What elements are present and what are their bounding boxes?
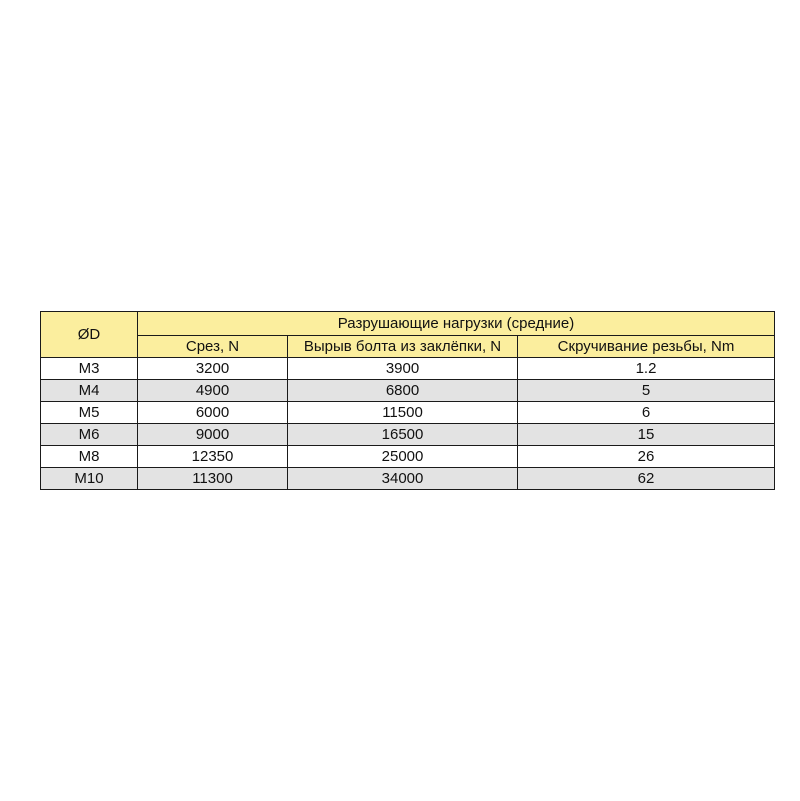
pullout-cell: 3900 xyxy=(288,358,518,380)
table-header xyxy=(41,312,775,358)
torque-cell: 6 xyxy=(518,402,775,424)
pullout-cell: 6800 xyxy=(288,380,518,402)
header-row-columns xyxy=(41,336,775,358)
torque-cell: 1.2 xyxy=(518,358,775,380)
torque-cell: 26 xyxy=(518,446,775,468)
breaking-load-table-container xyxy=(40,311,774,490)
size-cell: M5 xyxy=(41,402,138,424)
breaking-load-table xyxy=(40,311,775,490)
shear-cell: 4900 xyxy=(138,380,288,402)
table-row xyxy=(41,358,775,380)
torque-cell: 62 xyxy=(518,468,775,490)
diameter-header: ØD xyxy=(41,312,138,358)
torque-cell: 5 xyxy=(518,380,775,402)
torque-cell: 15 xyxy=(518,424,775,446)
shear-cell: 3200 xyxy=(138,358,288,380)
table-row xyxy=(41,424,775,446)
pullout-cell: 16500 xyxy=(288,424,518,446)
shear-cell: 6000 xyxy=(138,402,288,424)
shear-column-header: Срез, N xyxy=(138,336,288,358)
pullout-cell: 25000 xyxy=(288,446,518,468)
size-cell: M6 xyxy=(41,424,138,446)
size-cell: M8 xyxy=(41,446,138,468)
shear-cell: 12350 xyxy=(138,446,288,468)
table-row xyxy=(41,446,775,468)
shear-cell: 11300 xyxy=(138,468,288,490)
header-row-group xyxy=(41,312,775,336)
size-cell: M10 xyxy=(41,468,138,490)
size-cell: M3 xyxy=(41,358,138,380)
table-row xyxy=(41,380,775,402)
torque-column-header: Скручивание резьбы, Nm xyxy=(518,336,775,358)
breaking-loads-group-header: Разрушающие нагрузки (средние) xyxy=(138,312,775,336)
shear-cell: 9000 xyxy=(138,424,288,446)
size-cell: M4 xyxy=(41,380,138,402)
pullout-cell: 34000 xyxy=(288,468,518,490)
pullout-cell: 11500 xyxy=(288,402,518,424)
table-body xyxy=(41,358,775,490)
table-row xyxy=(41,468,775,490)
pullout-column-header: Вырыв болта из заклёпки, N xyxy=(288,336,518,358)
table-row xyxy=(41,402,775,424)
